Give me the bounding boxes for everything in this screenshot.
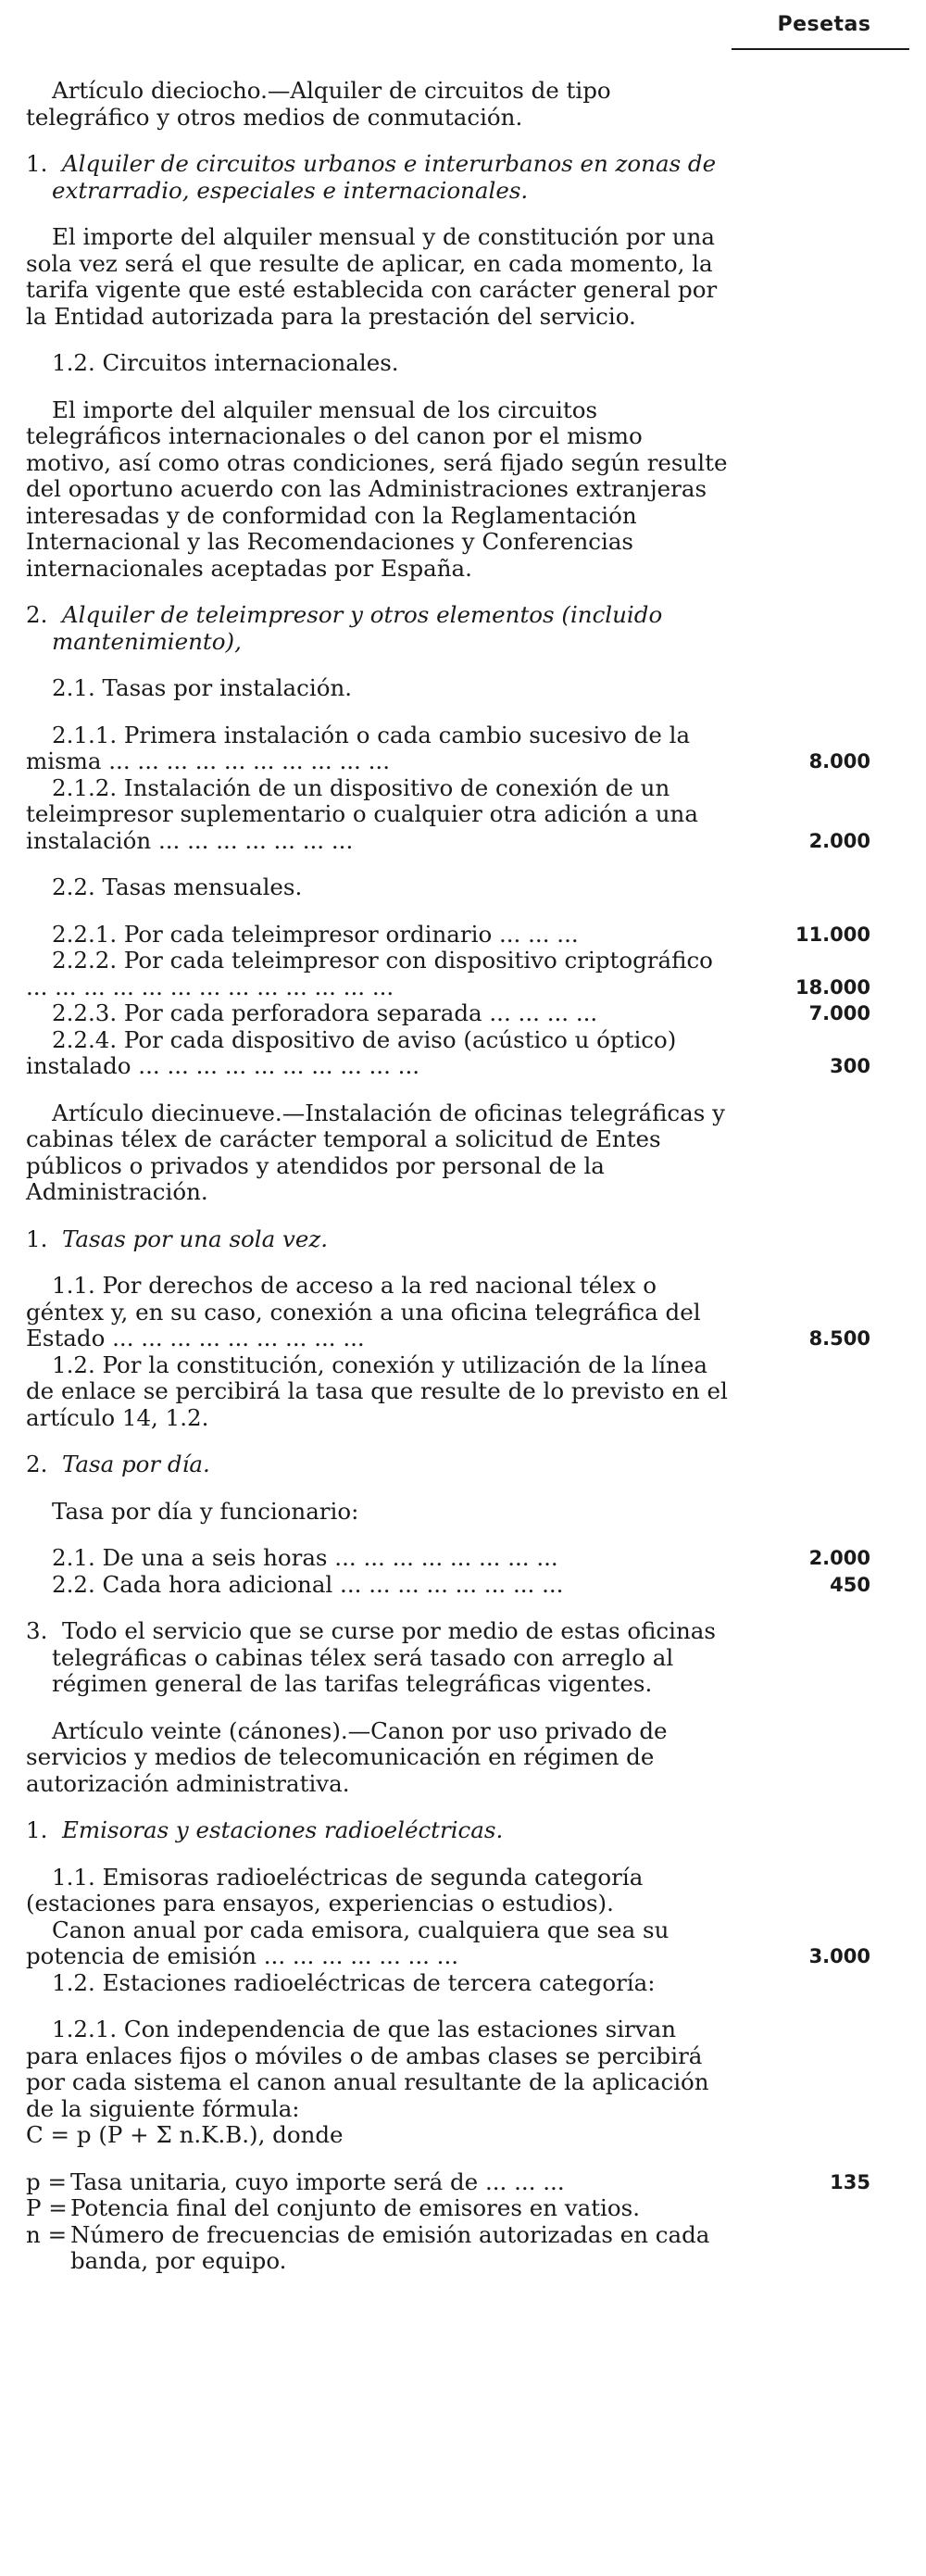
- definition-text: Tasa unitaria, cuyo importe será de ... ... ...: [70, 2168, 565, 2195]
- art20-s121-paragraph: 1.2.1. Con independencia de que las estaciones sirvan para enlaces fijos o móviles o de ambas clases se percibirá por cada sistema el canon anual resultante de la aplicación de la siguiente fórmula:: [26, 2016, 709, 2122]
- definition-text: Número de frecuencias de emisión autorizadas en cada banda, por equipo.: [70, 2220, 710, 2274]
- tariff-row-19-1-1: [26, 1273, 896, 1352]
- section-title: Tasas por una sola vez.: [61, 1225, 329, 1252]
- tariff-row-19-2-2: [26, 1572, 896, 1599]
- section-title: Alquiler de circuitos urbanos e interurbanos en zonas de extrarradio, especiales e internacionales.: [52, 150, 717, 204]
- tariff-description: 2.2.4. Por cada dispositivo de aviso (acústico u óptico) instalado ... ... ... ... ... ... ... ... ... ...: [26, 1025, 677, 1079]
- section-number: 3.: [26, 1617, 48, 1644]
- tariff-description: 1.1. Por derechos de acceso a la red nacional télex o géntex y, en su caso, conexión a una oficina telegráfica del Estado ... ... ... ... ... ... ... ... ...: [26, 1272, 701, 1351]
- tariff-description: Canon anual por cada emisora, cualquiera que sea su potencia de emisión ... ... ... ... ... ... ...: [26, 1916, 669, 1969]
- definition-text: Potencia final del conjunto de emisores en vatios.: [70, 2194, 641, 2221]
- definition-symbol: p =: [26, 2168, 67, 2195]
- art18-s12-paragraph: El importe del alquiler mensual de los circuitos telegráficos internacionales o del canon por el mismo motivo, así como otras condiciones, será fijado según resulte del oportuno acuerdo con las Administraciones extranjeras interesadas y de conformidad con la Reglamentación Internacional y las Recomendaciones y Conferencias internacionales aceptadas por España.: [26, 396, 728, 582]
- art20-s11-paragraph: 1.1. Emisoras radioeléctricas de segunda categoría (estaciones para ensayos, experiencias o estudios).: [26, 1863, 644, 1916]
- tariff-amount: 450: [830, 1573, 870, 1596]
- section-number: 2.: [26, 601, 48, 628]
- section-number: 1.: [26, 150, 48, 177]
- art20-section-1-heading: [26, 1817, 757, 1844]
- tariff-amount: 2.000: [808, 829, 870, 852]
- section-title: Emisoras y estaciones radioeléctricas.: [61, 1816, 504, 1843]
- tariff-description: 2.2.1. Por cada teleimpresor ordinario ... ... ...: [52, 920, 579, 948]
- header-rule: [732, 48, 909, 50]
- art19-s12-paragraph: 1.2. Por la constitución, conexión y utilización de la línea de enlace se percibirá la tasa que resulte de lo previsto en el artículo 14, 1.2.: [26, 1351, 728, 1431]
- section-text: Todo el servicio que se curse por medio de estas oficinas telegráficas o cabinas télex será tasado con arreglo al régimen general de las tarifas telegráficas vigentes.: [52, 1617, 716, 1697]
- art19-section-3: [26, 1618, 757, 1698]
- section-number: 1.: [26, 1816, 48, 1843]
- document-body: [26, 78, 896, 2275]
- tariff-row-2-2-3: [26, 1000, 896, 1027]
- art20-s12-paragraph: 1.2. Estaciones radioeléctricas de tercera categoría:: [52, 1968, 656, 1996]
- art18-s22-heading: 2.2. Tasas mensuales.: [52, 873, 303, 900]
- definition-symbol: P =: [26, 2194, 68, 2221]
- tariff-row-2-2-4: [26, 1027, 896, 1080]
- column-header-pesetas: Pesetas: [777, 13, 871, 36]
- tariff-amount: 300: [830, 1055, 870, 1077]
- article-20-title: Artículo veinte (cánones).—Canon por uso privado de servicios y medios de telecomunicación en régimen de autorización administrativa.: [26, 1716, 668, 1797]
- tariff-row-2-2-1: [26, 922, 896, 949]
- formula: C = p (P + Σ n.K.B.), donde: [26, 2121, 344, 2148]
- tariff-description: 2.1.1. Primera instalación o cada cambio sucesivo de la misma ... ... ... ... ... ... ... ... ... ...: [26, 721, 691, 774]
- tariff-row-19-2-1: [26, 1545, 896, 1572]
- definition-symbol: n =: [26, 2220, 68, 2248]
- section-title: Alquiler de teleimpresor y otros elementos (incluido mantenimiento),: [52, 601, 663, 655]
- tariff-row-20-1-1: [26, 1917, 896, 1970]
- art18-s1-paragraph: El importe del alquiler mensual y de constitución por una sola vez será el que resulte de aplicar, en cada momento, la tarifa vigente que esté establecida con carácter general por la Entidad autorizada para la prestación del servicio.: [26, 223, 718, 330]
- art18-s21-heading: 2.1. Tasas por instalación.: [52, 674, 353, 701]
- article-19-title: Artículo diecinueve.—Instalación de oficinas telegráficas y cabinas télex de carácter temporal a solicitud de Entes públicos o privados y atendidos por personal de la Administración.: [26, 1099, 725, 1205]
- art19-section-2-heading: [26, 1451, 757, 1478]
- tariff-row-2-2-2: [26, 948, 896, 1000]
- section-title: Tasa por día.: [61, 1451, 210, 1477]
- tariff-amount: 3.000: [808, 1945, 870, 1967]
- art19-section-1-heading: [26, 1226, 757, 1253]
- tariff-row-2-1-2: [26, 775, 896, 855]
- art18-section-1-heading: [26, 151, 757, 204]
- tariff-amount: 135: [830, 2170, 870, 2193]
- tariff-description: 2.1. De una a seis horas ... ... ... ... ... ... ... ...: [52, 1544, 558, 1571]
- tariff-amount: 7.000: [808, 1002, 870, 1024]
- tariff-amount: 2.000: [808, 1547, 870, 1569]
- tariff-amount: 11.000: [795, 923, 870, 946]
- section-number: 2.: [26, 1451, 48, 1477]
- tariff-amount: 8.500: [808, 1327, 870, 1350]
- tariff-description: 2.2.3. Por cada perforadora separada ... ... ... ...: [52, 999, 598, 1026]
- definition-p: [26, 2169, 896, 2196]
- section-number: 1.: [26, 1225, 48, 1252]
- tariff-amount: 8.000: [808, 750, 870, 773]
- tariff-amount: 18.000: [795, 975, 870, 999]
- tariff-description: 2.2. Cada hora adicional ... ... ... ... ... ... ... ...: [52, 1570, 564, 1598]
- definition-n: [26, 2222, 732, 2275]
- definition-P: [26, 2195, 732, 2222]
- tariff-row-2-1-1: [26, 723, 896, 775]
- art18-s12-heading: 1.2. Circuitos internacionales.: [52, 349, 399, 376]
- art19-s2-subheading: Tasa por día y funcionario:: [52, 1497, 359, 1525]
- art18-section-2-heading: [26, 602, 757, 655]
- article-18-title: Artículo dieciocho.—Alquiler de circuitos de tipo telegráfico y otros medios de conmutación.: [26, 77, 611, 131]
- tariff-description: 2.2.2. Por cada teleimpresor con dispositivo criptográfico ... ... ... ... ... ... ... ... ... ... ... ... ...: [26, 947, 713, 1000]
- tariff-description: 2.1.2. Instalación de un dispositivo de conexión de un teleimpresor suplementario o cualquier otra adición a una instalación ... ... ... ... ... ... ...: [26, 773, 698, 854]
